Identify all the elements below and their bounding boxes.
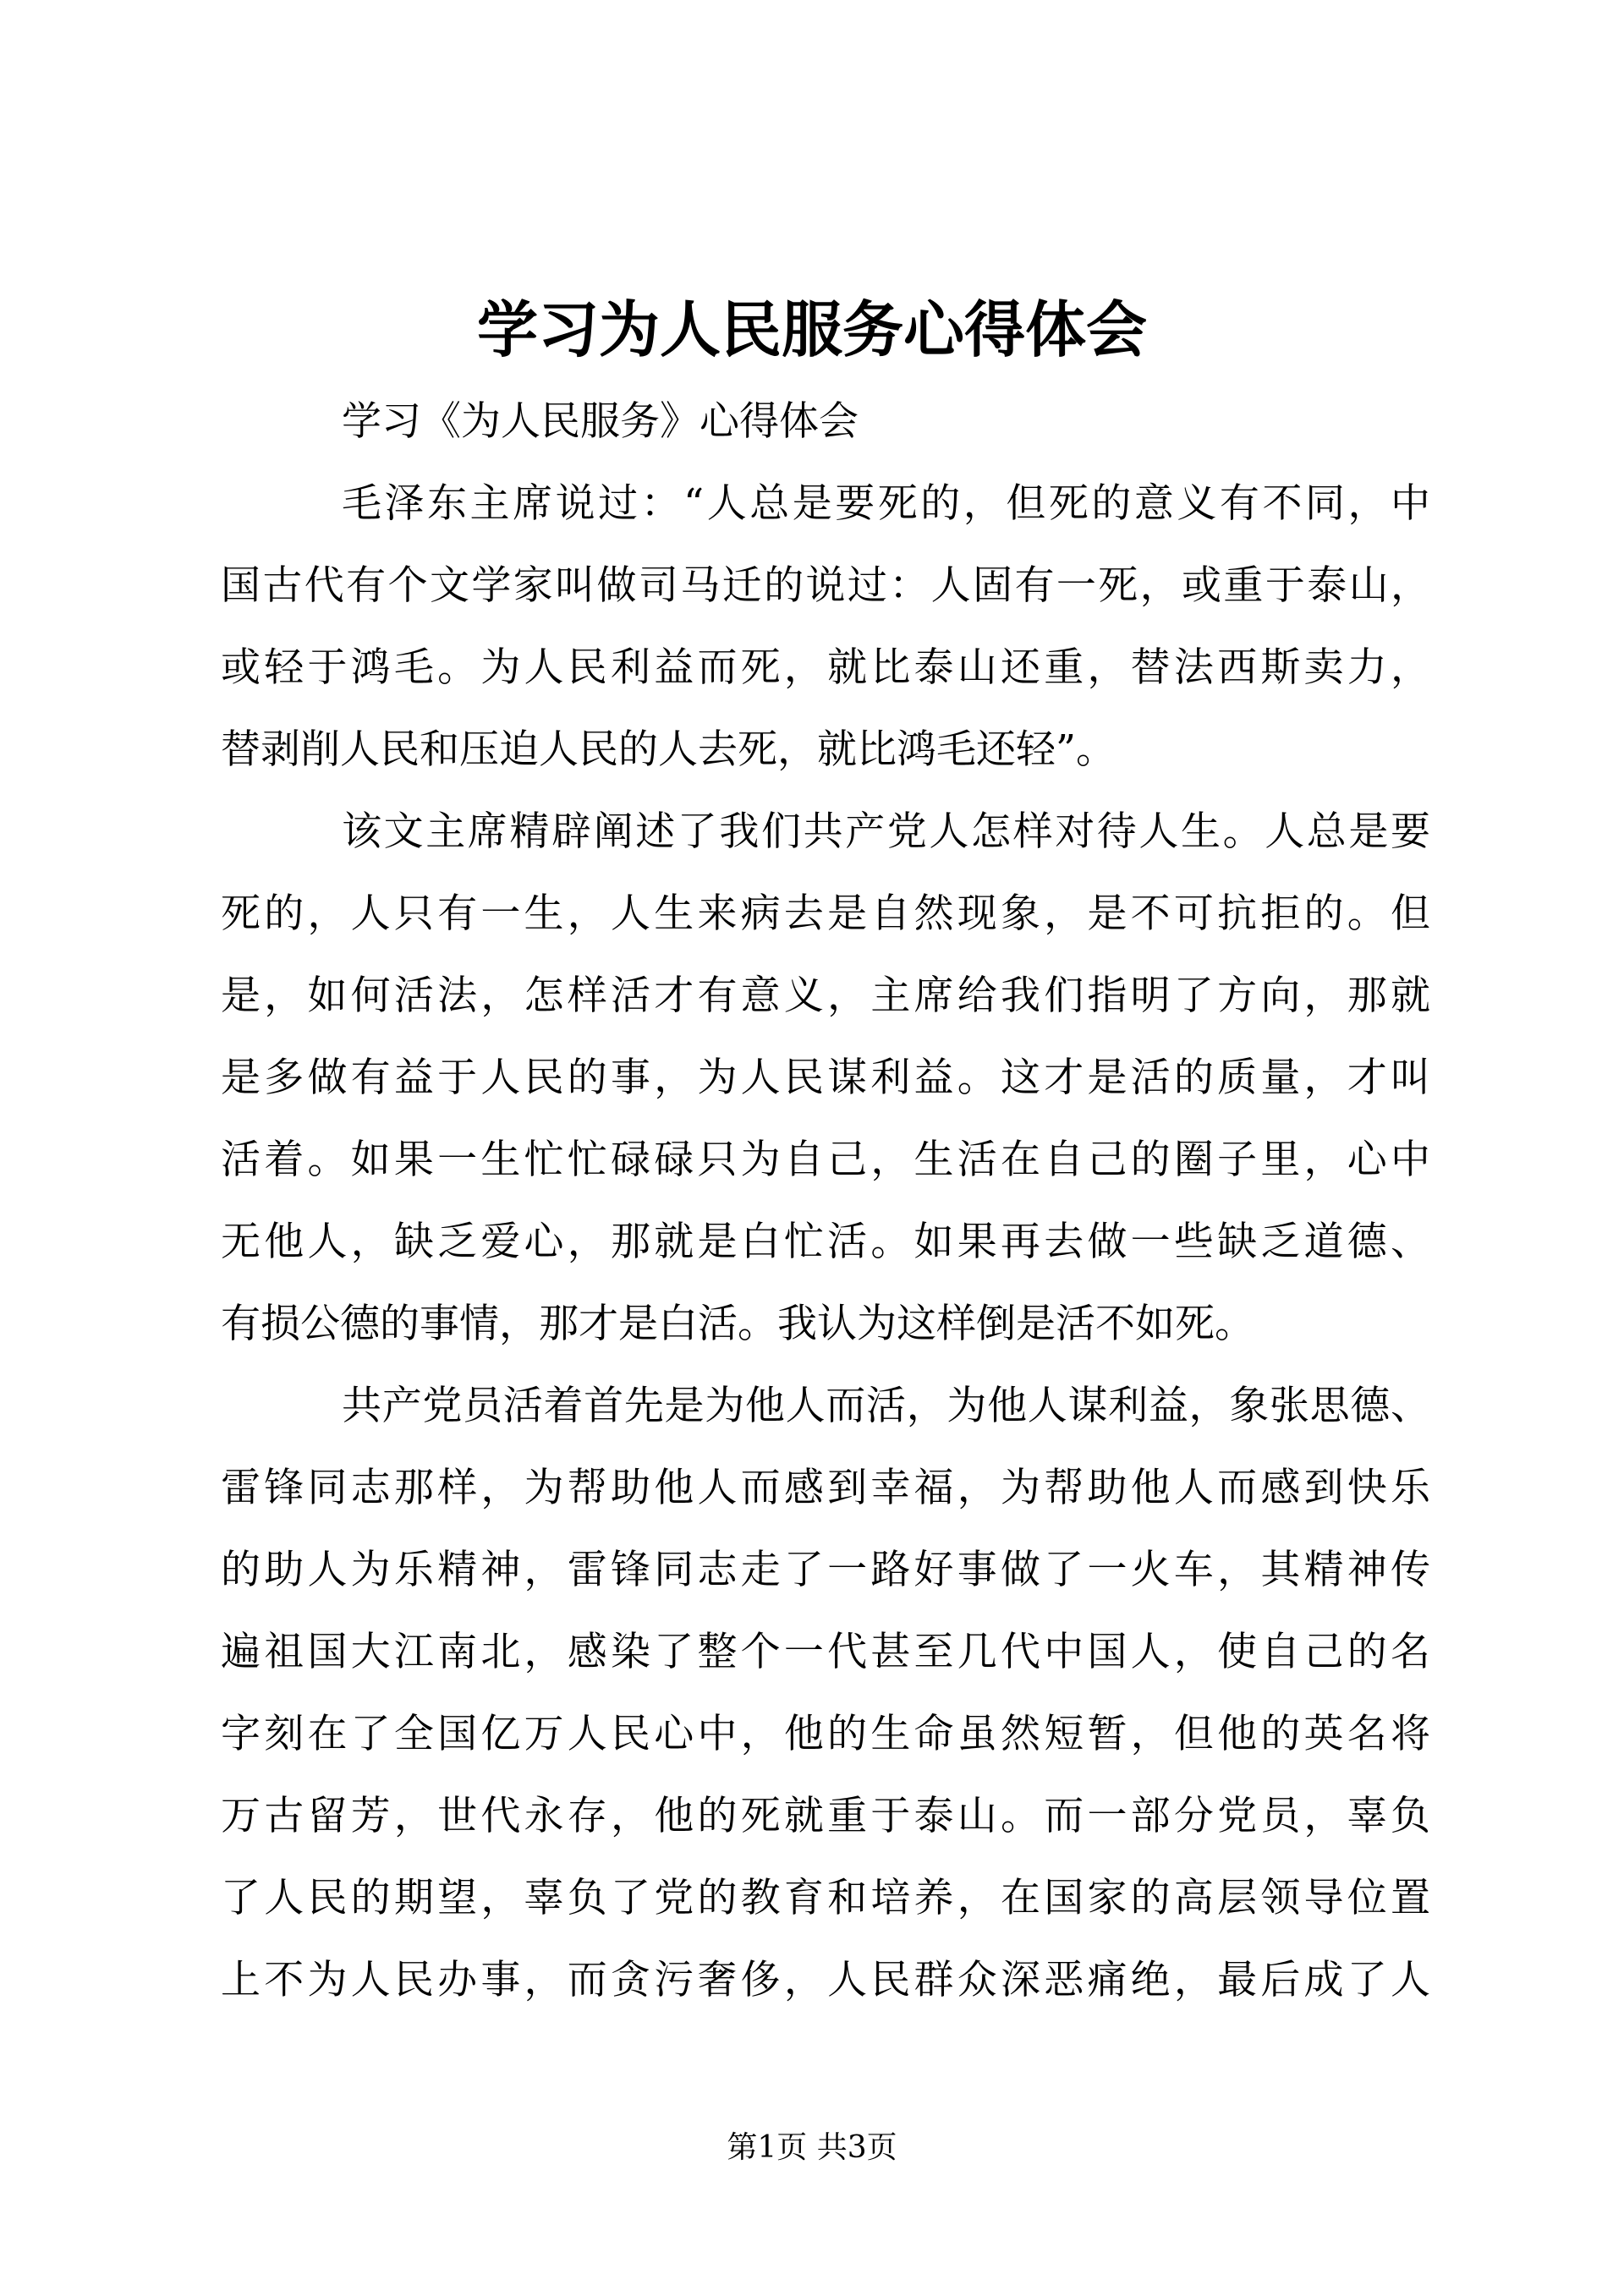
text-line: 共产党员活着首先是为他人而活，为他人谋利益，象张思德、 (342, 1383, 1430, 1429)
text-line: 上不为人民办事，而贪污奢侈，人民群众深恶痛绝，最后成了人 (221, 1957, 1430, 2003)
paragraph-3 (221, 1365, 1430, 2021)
text-line: 遍祖国大江南北，感染了整个一代甚至几代中国人，使自己的名 (221, 1629, 1430, 1675)
text-line: 或轻于鸿毛。为人民利益而死，就比泰山还重，替法西斯卖力， (221, 644, 1430, 691)
page-number-footer: 第1页 共3页 (727, 2130, 897, 2165)
paragraph-1 (221, 463, 1430, 791)
text-line: 有损公德的事情，那才是白活。我认为这样倒是活不如死。 (221, 1301, 1254, 1347)
text-line: 无他人，缺乏爱心，那就是白忙活。如果再去做一些缺乏道德、 (221, 1219, 1430, 1265)
text-line: 死的，人只有一生，人生来病去是自然现象，是不可抗拒的。但 (221, 890, 1430, 937)
text-line: 该文主席精辟阐述了我们共产党人怎样对待人生。人总是要 (342, 808, 1430, 855)
document-subtitle: 学习《为人民服务》心得体会 (342, 398, 859, 445)
text-line: 的助人为乐精神，雷锋同志走了一路好事做了一火车，其精神传 (221, 1547, 1430, 1593)
text-line: 替剥削人民和压迫人民的人去死，就比鸿毛还轻”。 (221, 726, 1116, 773)
text-line: 毛泽东主席说过：“人总是要死的，但死的意义有不同，中 (342, 480, 1430, 527)
text-line: 是，如何活法，怎样活才有意义，主席给我们指明了方向，那就 (221, 973, 1430, 1019)
text-line: 雷锋同志那样，为帮助他人而感到幸福，为帮助他人而感到快乐 (221, 1465, 1430, 1511)
text-line: 万古留芳，世代永存，他的死就重于泰山。而一部分党员，辜负 (221, 1793, 1430, 1839)
text-line: 活着。如果一生忙忙碌碌只为自己，生活在自己的圈子里，心中 (221, 1137, 1430, 1183)
text-line: 字刻在了全国亿万人民心中，他的生命虽然短暂，但他的英名将 (221, 1711, 1430, 1757)
text-line: 了人民的期望，辜负了党的教育和培养，在国家的高层领导位置 (221, 1875, 1430, 1921)
document-title: 学习为人民服务心得体会 (476, 293, 1147, 365)
text-line: 国古代有个文学家叫做司马迁的说过：人固有一死，或重于泰山， (221, 562, 1430, 609)
paragraph-2 (221, 791, 1430, 1365)
text-line: 是多做有益于人民的事，为人民谋利益。这才是活的质量，才叫 (221, 1055, 1430, 1101)
document-body (221, 381, 1430, 2021)
